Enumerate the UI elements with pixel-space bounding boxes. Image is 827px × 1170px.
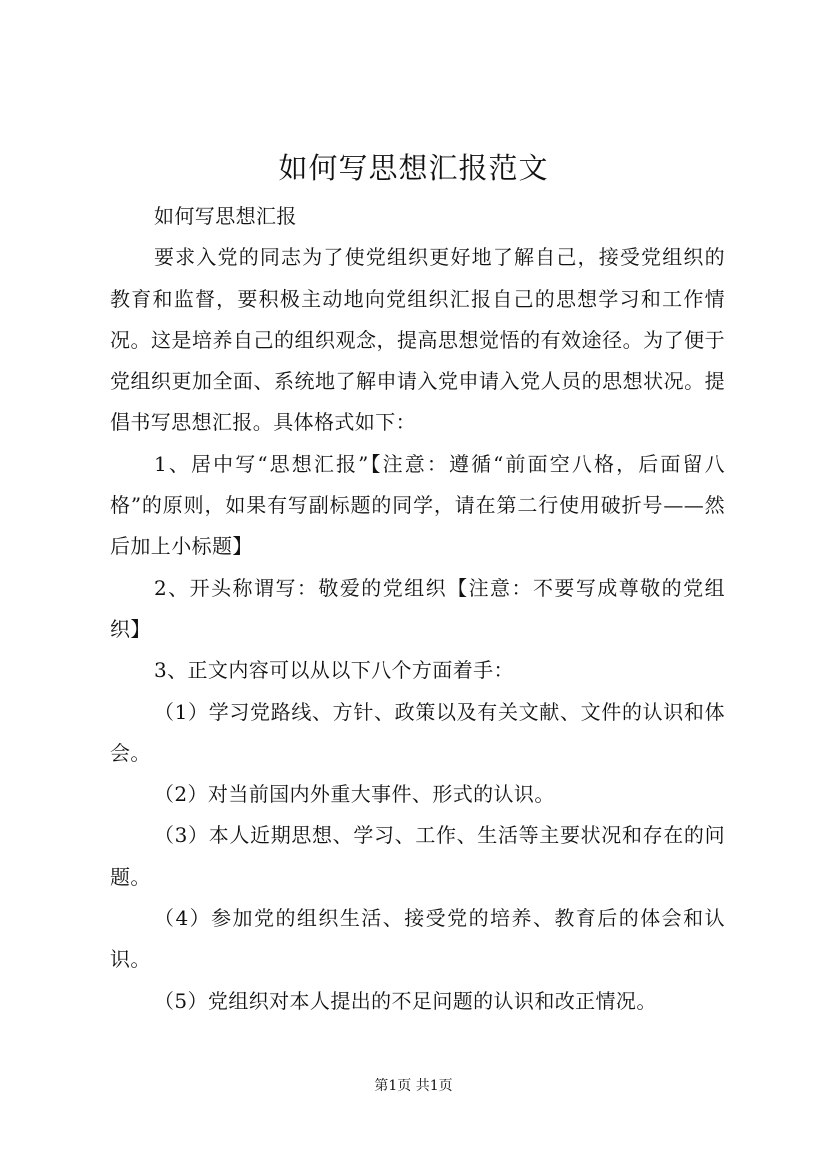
paragraph-item-1: 1、居中写“思想汇报”【注意：遵循“前面空八格，后面留八格”的原则，如果有写副标题的同学，请在第二行使用破折号——然后加上小标题】	[110, 451, 725, 559]
paragraph-sub-1: （1）学习党路线、方针、政策以及有关文献、文件的认识和体会。	[110, 699, 725, 765]
paragraph-sub-5: （5）党组织对本人提出的不足问题的认识和改正情况。	[154, 988, 657, 1013]
document-title: 如何写思想汇报范文	[278, 151, 549, 185]
paragraph-item-3: 3、正文内容可以从以下八个方面着手：	[154, 658, 514, 683]
paragraph-sub-4: （4）参加党的组织生活、接受党的培养、教育后的体会和认识。	[110, 906, 725, 972]
paragraph-intro: 要求入党的同志为了使党组织更好地了解自己，接受党组织的教育和监督，要积极主动地向党组织汇报自己的思想学习和工作情况。这是培养自己的组织观念，提高思想觉悟的有效途径。为了便于党组织更加全面、系统地了解申请入党申请入党人员的思想状况。提倡书写思想汇报。具体格式如下：	[110, 245, 725, 435]
paragraph-subtitle: 如何写思想汇报	[154, 204, 297, 228]
document-body	[110, 196, 725, 1022]
page-footer: 第1页 共1页	[374, 1078, 453, 1094]
paragraph-item-2: 2、开头称谓写：敬爱的党组织【注意：不要写成尊敬的党组织】	[110, 575, 725, 641]
paragraph-sub-2: （2）对当前国内外重大事件、形式的认识。	[154, 782, 555, 807]
paragraph-sub-3: （3）本人近期思想、学习、工作、生活等主要状况和存在的问题。	[110, 823, 725, 889]
